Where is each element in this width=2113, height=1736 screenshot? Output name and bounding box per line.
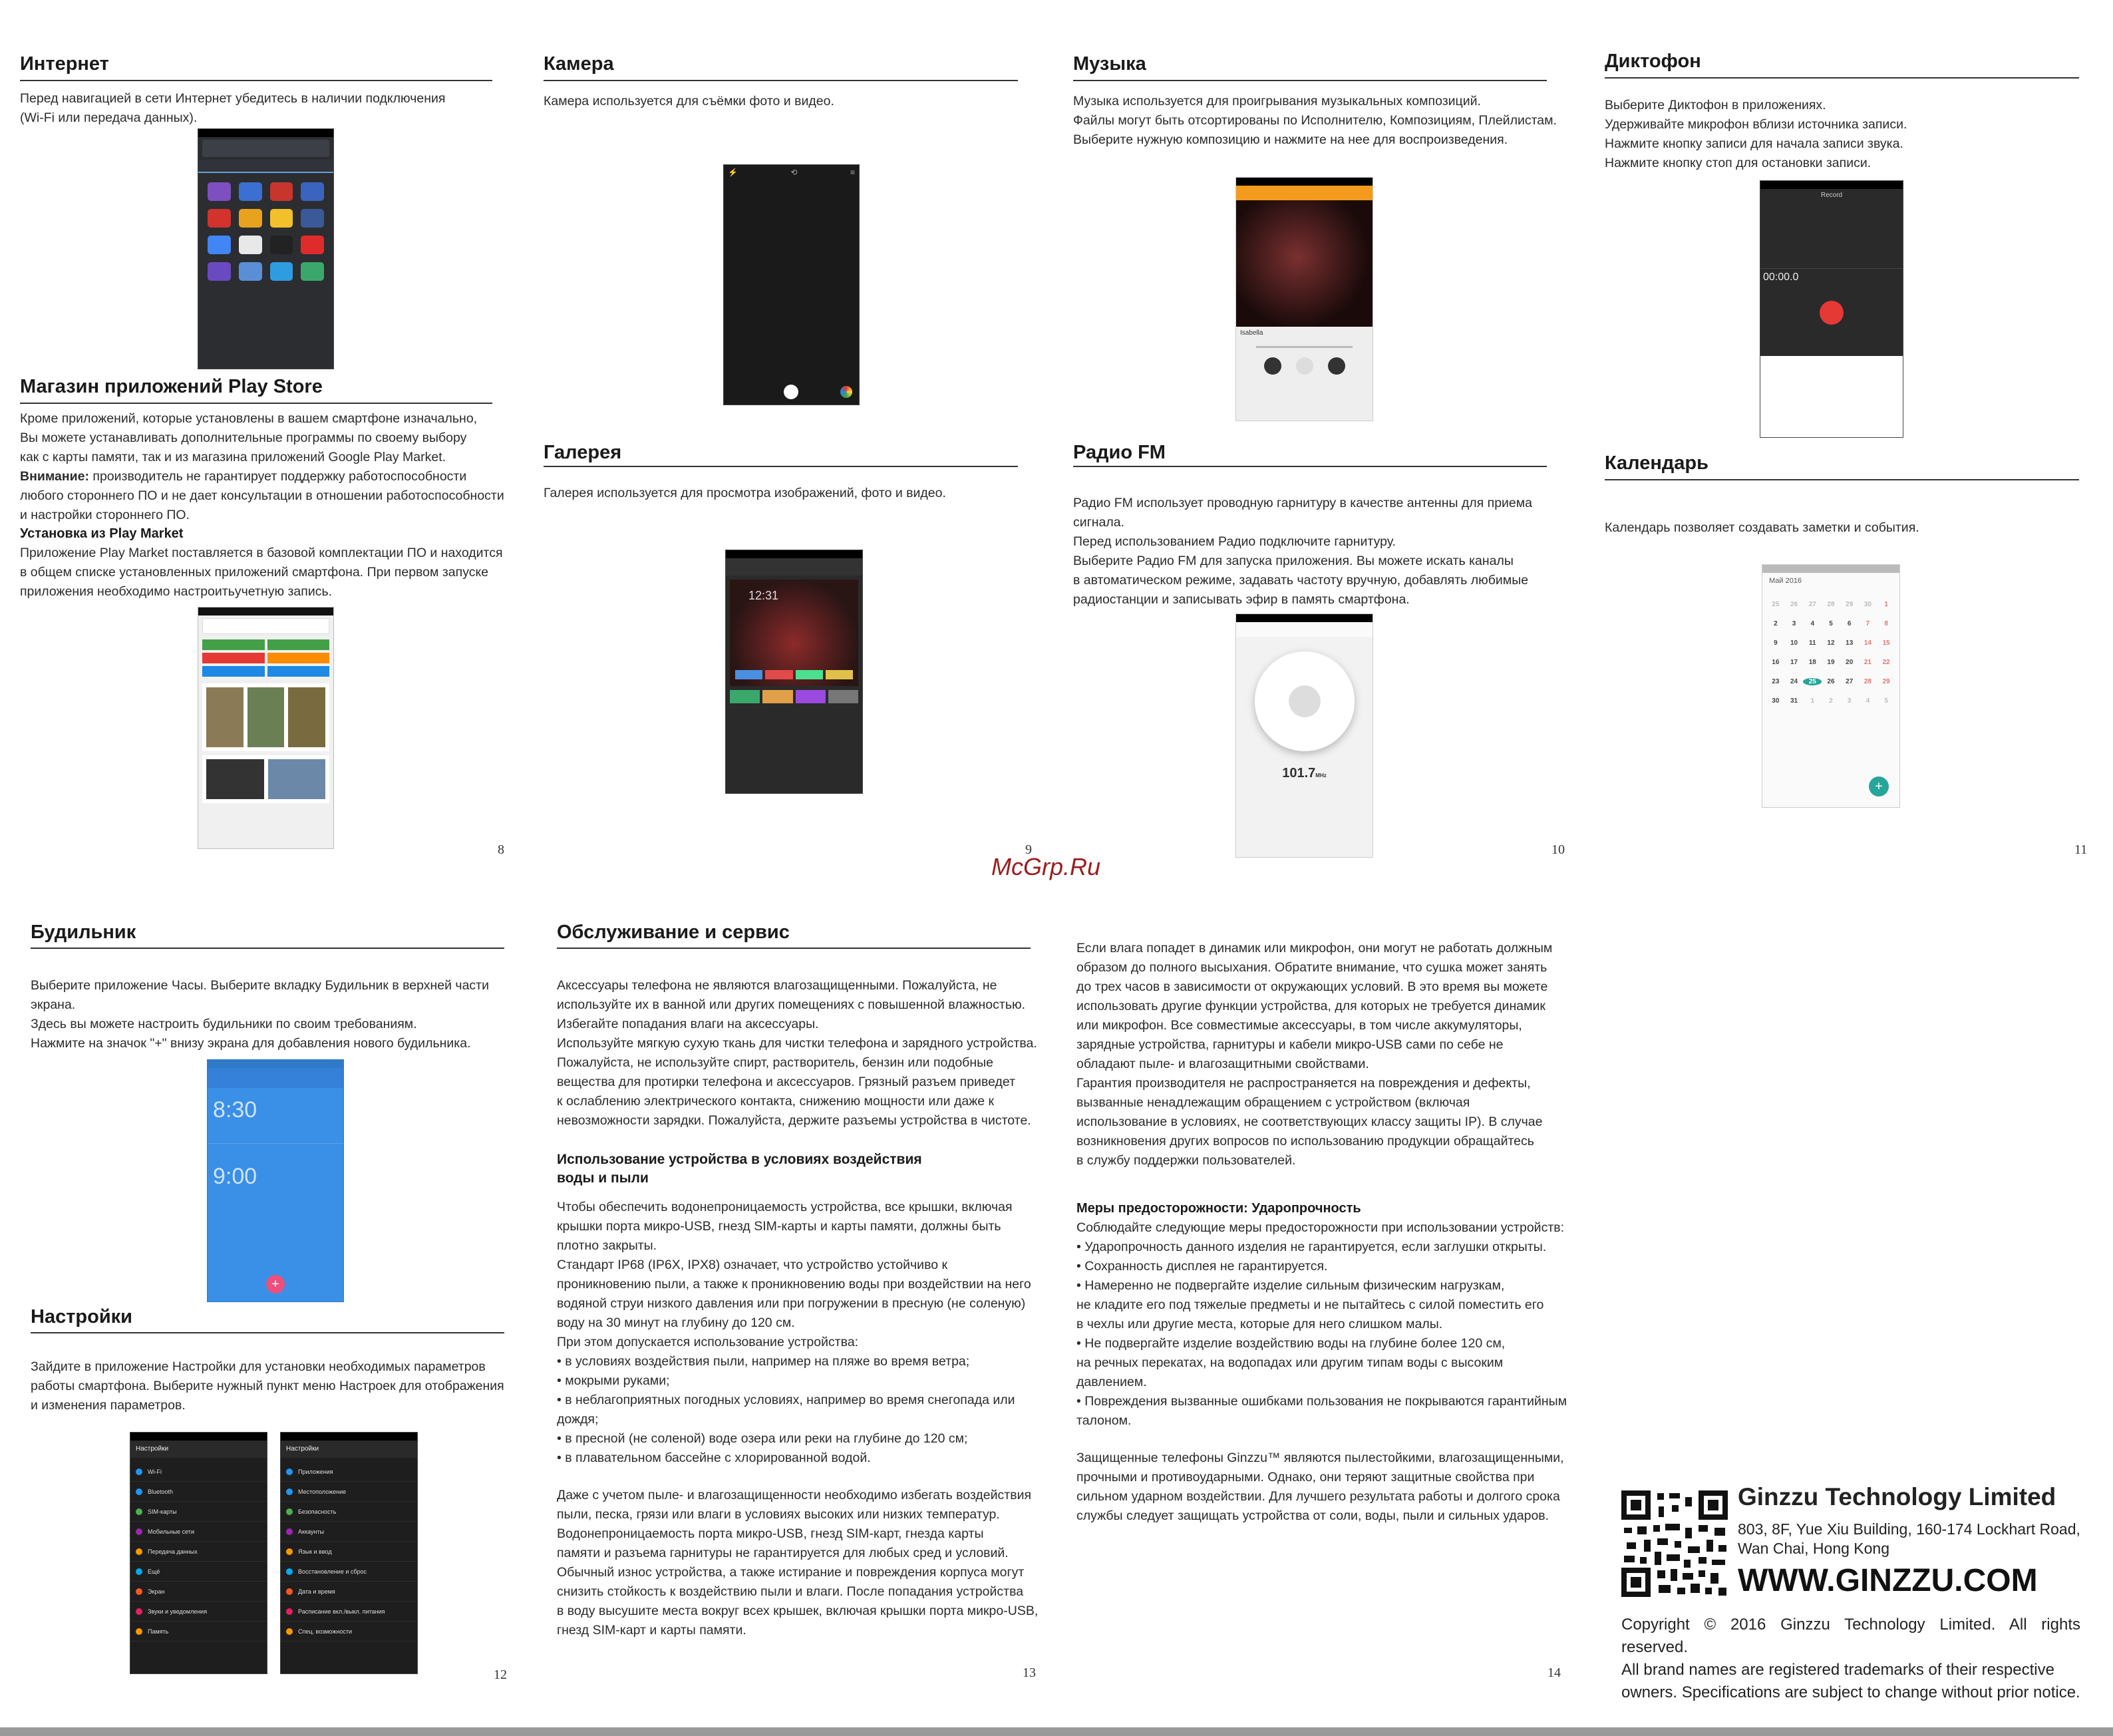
calendar-day: 27 <box>1846 678 1854 685</box>
add-alarm-button: + <box>266 1275 285 1294</box>
settings-item-icon <box>136 1488 142 1495</box>
calendar-day: 9 <box>1774 639 1778 647</box>
playstore-title: Магазин приложений Play Store <box>20 376 323 397</box>
shock-title: Меры предосторожности: Ударопрочность <box>1076 1201 1361 1216</box>
settings-item <box>130 1542 267 1562</box>
calendar-day: 3 <box>1847 697 1852 705</box>
calendar-day: 27 <box>1808 601 1816 608</box>
settings-rule <box>31 1332 504 1333</box>
calendar-day: 3 <box>1792 620 1796 627</box>
settings-item-label: Язык и ввод <box>298 1548 332 1555</box>
calendar-day: 4 <box>1810 620 1815 627</box>
page-number: 14 <box>1547 1665 1561 1680</box>
page-number: 13 <box>1023 1665 1036 1680</box>
music-text: Музыка используется для проигрывания музыкальных композиций. Файлы могут быть отсортированы по Исполнителю, Композициям, Плейлистам. Выберите нужную композицию и нажмите на нее для воспроизведения. <box>1073 94 1557 147</box>
calendar-day: 28 <box>1827 601 1835 608</box>
alarm-rule <box>31 948 504 949</box>
watermark: McGrp.Ru <box>991 853 1101 880</box>
recorder-screen-title: Record <box>1820 192 1843 199</box>
alarm-screenshot <box>207 1059 344 1302</box>
camera-title: Камера <box>544 53 614 75</box>
alarm-text: Выберите приложение Часы. Выберите вкладку Будильник в верхней части экрана. Здесь вы можете настроить будильники по своим требованиям. Нажмите на значок "+" внизу экрана для добавления нового будильника. <box>31 978 489 1051</box>
calendar-grid <box>1762 589 1899 705</box>
settings-item-icon <box>286 1488 293 1495</box>
calendar-day: 7 <box>1866 620 1870 627</box>
shutter-button <box>784 385 798 399</box>
gallery-text: Галерея используется для просмотра изображений, фото и видео. <box>544 486 946 500</box>
settings-item <box>281 1602 417 1622</box>
settings-item-icon <box>136 1528 142 1535</box>
calendar-day: 4 <box>1866 697 1870 705</box>
settings-item-label: Аккаунты <box>298 1528 325 1535</box>
settings-item-label: Мобильные сети <box>148 1528 195 1535</box>
calendar-day: 5 <box>1829 620 1833 627</box>
calendar-day: 26 <box>1790 601 1798 608</box>
camera-screenshot <box>723 164 860 405</box>
qr-code <box>1621 1490 1728 1597</box>
settings-item-label: Дата и время <box>298 1588 335 1595</box>
settings-screenshot-left <box>130 1432 267 1674</box>
calendar-day: 25 <box>1772 601 1780 608</box>
playstore-rule <box>20 403 492 404</box>
settings-list-left <box>130 1458 267 1642</box>
settings-item <box>130 1622 267 1642</box>
music-screenshot <box>1235 177 1373 421</box>
brand-name: Ginzzu Technology Limited <box>1738 1483 2056 1510</box>
calendar-day: 6 <box>1847 620 1852 627</box>
music-title: Музыка <box>1073 53 1146 75</box>
alarm-time-1: 8:30 <box>213 1097 257 1123</box>
radio-text: Радио FM использует проводную гарнитуру в качестве антенны для приема сигнала. Перед использованием Радио подключите гарнитуру. Выберите Радио FM для запуска приложения. Вы можете искать каналы в автоматическом режиме, задавать частоту вручную, добавлять любимые радиостанции и записывать эфир в память смартфона. <box>1073 496 1533 607</box>
playstore-screenshot <box>198 607 334 849</box>
calendar-day: 30 <box>1772 697 1780 705</box>
settings-item <box>130 1602 267 1622</box>
service-subtitle: Использование устройства в условиях воздействия воды и пыли <box>557 1152 922 1186</box>
effects-icon <box>840 386 852 398</box>
settings-item-label: Звуки и уведомления <box>148 1608 208 1615</box>
settings-item-label: Передача данных <box>148 1548 198 1555</box>
calendar-day: 19 <box>1827 659 1835 666</box>
settings-item-label: Приложения <box>298 1468 333 1475</box>
recorder-title: Диктофон <box>1605 51 1701 72</box>
music-track: Isabella <box>1240 329 1263 337</box>
settings-item-icon <box>286 1548 293 1555</box>
camera-text: Камера используется для съёмки фото и видео. <box>544 94 834 108</box>
settings-item <box>130 1502 267 1522</box>
radio-title: Радио FM <box>1073 442 1166 463</box>
internet-rule <box>20 80 492 81</box>
service-text1: Аксессуары телефона не являются влагозащищенными. Пожалуйста, не используйте их в ванной или других помещениях с повышенной влажностью. Избегайте попадания влаги на аксессуары. Используйте мягкую сухую ткань для чистки телефона и зарядного устройства. Пожалуйста, не используйте спирт, растворитель, бензин или подобные вещества для протирки телефона и аксессуаров. Грязный разъем приведет к ослаблению электрического контакта, снижению мощности или даже к невозможности зарядки. Пожалуйста, держите разъемы устройства в чистоте. <box>557 978 1037 1128</box>
recorder-timer: 00:00.0 <box>1763 271 1799 283</box>
settings-item-label: Wi-Fi <box>148 1468 162 1475</box>
recorder-rule <box>1605 77 2079 79</box>
settings-title: Настройки <box>31 1306 133 1327</box>
page-number: 9 <box>1025 842 1032 857</box>
flash-icon: ⚡ <box>728 168 738 177</box>
settings-list-right <box>281 1458 417 1642</box>
calendar-day: 26 <box>1827 678 1835 685</box>
settings-item-label: Восстановление и сброс <box>298 1568 367 1575</box>
settings-item <box>130 1582 267 1602</box>
calendar-screenshot <box>1762 564 1900 808</box>
calendar-day: 13 <box>1846 639 1854 647</box>
page-number: 11 <box>2074 842 2088 857</box>
settings-item <box>281 1462 417 1482</box>
music-rule <box>1073 80 1547 81</box>
page-number: 10 <box>1551 842 1565 857</box>
calendar-day: 28 <box>1864 678 1871 685</box>
calendar-day: 16 <box>1772 659 1780 666</box>
settings-item <box>281 1622 417 1642</box>
settings-item <box>130 1522 267 1542</box>
previous-icon <box>1264 357 1281 375</box>
settings-item-icon <box>136 1469 142 1475</box>
calendar-text: Календарь позволяет создавать заметки и события. <box>1605 520 1919 535</box>
service-text2: Чтобы обеспечить водонепроницаемость устройства, все крышки, включая крышки порта микро-USB, гнезд SIM-карты и карты памяти, должны быть плотно закрыты. Стандарт IP68 (IP6X, IPX8) означает, что устройство устойчиво к проникновению пыли, а также к проникновению воды при воздействии на него водяной струи низкого давления или при погружении в пресную (не соленую) воду на 30 минут на глубину до 120 см. При этом допускается использование устройства: • в условиях воздействия пыли, например на пляже во время ветра; • мокрыми руками; • в неблагоприятных погодных условиях, например во время снегопада или дождя; • в пресной (не соленой) воде озера или реки на глубине до 120 см; • в плавательном бассейне с хлорированной водой. <box>557 1200 1031 1465</box>
internet-text: Перед навигацией в сети Интернет убедитесь в наличии подключения (Wi-Fi или передача данных). <box>20 91 446 125</box>
calendar-day: 30 <box>1864 601 1871 608</box>
speaker-icon <box>1255 651 1355 751</box>
gallery-time: 12:31 <box>748 589 779 602</box>
shock-text: Соблюдайте следующие меры предосторожности при использовании устройств: • Ударопрочность данного изделия не гарантируется, если заглушки открыты. • Сохранность дисплея не гарантируется. • Намеренно не подвергайте изделие сильным физическим нагрузкам, не кладите его под тяжелые предметы и не пытайтесь с силой поместить его в чехлы или другие места, которые для него слишком малы. • Не подвергайте изделие воздействию воды на глубине более 120 см, на речных перекатах, на водопадах или другим типам воды с высоким давлением. • Повреждения вызванные ошибками пользования не покрываются гарантийным талоном. <box>1076 1220 1567 1428</box>
calendar-day: 22 <box>1882 659 1890 666</box>
radio-screenshot <box>1235 613 1373 858</box>
settings-item <box>281 1522 417 1542</box>
playstore-install-title: Установка из Play Market <box>20 526 184 541</box>
settings-item-icon <box>136 1628 142 1635</box>
calendar-day: 21 <box>1864 659 1871 666</box>
settings-item-icon <box>286 1568 293 1575</box>
settings-item-icon <box>286 1588 293 1595</box>
calendar-day: 24 <box>1790 678 1798 685</box>
calendar-day: 29 <box>1882 678 1890 685</box>
settings-item <box>130 1562 267 1582</box>
settings-item <box>130 1482 267 1502</box>
settings-text: Зайдите в приложение Настройки для установки необходимых параметров работы смартфона. Выберите нужный пункт меню Настроек для отображения и изменения параметров. <box>31 1359 504 1413</box>
warning-text: производитель не гарантирует поддержку работоспособности любого стороннего ПО и не дает консультации в отношении работоспособности и настройки стороннего ПО. <box>20 469 504 522</box>
settings-item-label: SIM-карты <box>148 1508 177 1515</box>
settings-item-icon <box>286 1508 293 1515</box>
settings-item-icon <box>286 1528 293 1535</box>
settings-item-label: Спец. возможности <box>298 1628 352 1635</box>
calendar-day: 23 <box>1772 678 1780 685</box>
calendar-day: 2 <box>1829 697 1833 705</box>
calendar-day: 5 <box>1884 697 1888 705</box>
settings-item-label: Безопасность <box>298 1508 337 1515</box>
calendar-title: Календарь <box>1605 452 1708 474</box>
calendar-day: 25 <box>1803 678 1822 685</box>
bottom-bar <box>0 1727 2113 1736</box>
play-icon <box>1296 357 1313 375</box>
playstore-text2: Приложение Play Market поставляется в базовой комплектации ПО и находится в общем списке установленных приложений смартфона. При первом запуске приложения необходимо настроитьучетную запись. <box>20 546 503 599</box>
moisture-text: Если влага попадет в динамик или микрофон, они могут не работать должным образом до полного высыхания. Обратите внимание, что сушка может занять до трех часов в зависимости от окружающих условий. В это время вы можете использовать другие функции устройства, для которых не требуется динамик или микрофон. Все совместимые аксессуары, в том числе аккумуляторы, зарядные устройства, гарнитуры и кабели микро-USB сами по себе не обладают пыле- и влагозащитными свойствами. Гарантия производителя не распространяется на повреждения и дефекты, вызванные ненадлежащим обращением с устройством (включая использование в условиях, не соответствующих классу защиты IP). В случае возникновения других вопросов по использованию продукции обращайтесь в службу поддержки пользователей. <box>1076 941 1553 1168</box>
settings-screenshot-right <box>280 1432 418 1674</box>
calendar-day: 11 <box>1808 639 1816 647</box>
settings-item-label: Ещё <box>148 1568 160 1575</box>
settings-item <box>281 1582 417 1602</box>
playstore-text1: Кроме приложений, которые установлены в вашем смартфоне изначально, Вы можете устанавливать дополнительные программы по своему выбору как с карты памяти, так и из магазина приложений Google Play Market. <box>20 411 478 464</box>
gallery-title: Галерея <box>544 442 622 463</box>
settings-item <box>281 1562 417 1582</box>
calendar-day: 14 <box>1864 639 1871 647</box>
page-number: 8 <box>498 842 504 857</box>
calendar-day: 2 <box>1774 620 1778 627</box>
camera-rule <box>544 80 1018 81</box>
calendar-month: Май 2016 <box>1769 577 1802 585</box>
switch-camera-icon: ⟲ <box>790 168 798 177</box>
service-rule <box>557 948 1031 949</box>
settings-item <box>130 1462 267 1482</box>
calendar-day: 1 <box>1884 601 1888 608</box>
final-text: Защищенные телефоны Ginzzu™ являются пылестойкими, влагозащищенными, прочными и противоударными. Однако, они теряют защитные свойства при сильном ударном воздействии. Для лучшего результата работы и долгого срока службы следует защищать устройства от соли, воды, пыли и сильных ударов. <box>1076 1451 1564 1523</box>
calendar-day: 31 <box>1790 697 1798 705</box>
playstore-warning <box>20 467 504 525</box>
alarm-title: Будильник <box>31 922 136 943</box>
radio-rule <box>1073 466 1547 467</box>
calendar-rule <box>1605 479 2079 480</box>
calendar-day: 8 <box>1884 620 1888 627</box>
calendar-day: 20 <box>1846 659 1854 666</box>
internet-title: Интернет <box>20 53 109 75</box>
gallery-rule <box>544 466 1018 467</box>
radio-frequency: 101.7 <box>1282 766 1316 781</box>
settings-item <box>281 1542 417 1562</box>
settings-item <box>281 1502 417 1522</box>
brand-address: 803, 8F, Yue Xiu Building, 160-174 Lockhart Road, Wan Chai, Hong Kong <box>1738 1520 2080 1557</box>
radio-unit: MHz <box>1315 773 1327 779</box>
settings-item-icon <box>136 1508 142 1515</box>
warning-label: Внимание: <box>20 469 89 484</box>
settings-item-icon <box>286 1628 293 1635</box>
calendar-day: 29 <box>1846 601 1854 608</box>
settings-item-icon <box>136 1608 142 1615</box>
recorder-screenshot <box>1760 180 1903 438</box>
page-number: 12 <box>494 1667 507 1682</box>
calendar-day: 12 <box>1827 639 1835 647</box>
recorder-text: Выберите Диктофон в приложениях. Удерживайте микрофон вблизи источника записи. Нажмите кнопку записи для начала записи звука. Нажмите кнопку стоп для остановки записи. <box>1605 98 1907 170</box>
record-button <box>1820 301 1844 325</box>
gallery-screenshot <box>725 550 863 794</box>
next-icon <box>1328 357 1345 375</box>
calendar-day: 10 <box>1790 639 1798 647</box>
settings-item-label: Память <box>148 1628 169 1635</box>
settings-item-icon <box>136 1568 142 1575</box>
settings-screen-title: Настройки <box>281 1441 417 1458</box>
calendar-day: 17 <box>1790 659 1798 666</box>
service-text3: Даже с учетом пыле- и влагозащищенности необходимо избегать воздействия пыли, песка, грязи или влаги в условиях высоких или низких температур. Водонепроницаемость порта микро-USB, гнезд SIM-карт, гнезда карты памяти и разъема гарнитуры не гарантируется для любых сред и условий. Обычный износ устройства, а также истирание и повреждения корпуса могут снизить стойкость к воздействию пыли и влаги. После попадания устройства в воду высушите места вокруг всех крышек, включая крышки порта микро-USB, гнезд SIM-карт и карты памяти. <box>557 1488 1039 1638</box>
menu-icon: ≡ <box>850 168 855 177</box>
copyright: Copyright © 2016 Ginzzu Technology Limited. All rights reserved. All brand names are registered trademarks of their respective owners. Specifications are subject to change without prior notice. <box>1621 1616 2080 1701</box>
settings-item-label: Расписание вкл./выкл. питания <box>298 1608 385 1615</box>
settings-item-label: Экран <box>148 1588 165 1595</box>
settings-item-label: Bluetooth <box>148 1488 174 1495</box>
internet-screenshot <box>198 128 334 369</box>
alarm-time-2: 9:00 <box>213 1164 257 1189</box>
add-event-button: + <box>1869 777 1889 796</box>
service-title: Обслуживание и сервис <box>557 922 790 943</box>
settings-item-label: Местоположение <box>298 1488 347 1495</box>
calendar-day: 15 <box>1882 639 1890 647</box>
settings-screen-title: Настройки <box>130 1441 267 1458</box>
calendar-day: 1 <box>1810 697 1815 705</box>
settings-item-icon <box>286 1469 293 1475</box>
settings-item-icon <box>136 1588 142 1595</box>
settings-item-icon <box>286 1608 293 1615</box>
settings-item-icon <box>136 1548 142 1555</box>
settings-item <box>281 1482 417 1502</box>
calendar-day: 18 <box>1808 659 1816 666</box>
brand-website: WWW.GINZZU.COM <box>1738 1563 2038 1598</box>
